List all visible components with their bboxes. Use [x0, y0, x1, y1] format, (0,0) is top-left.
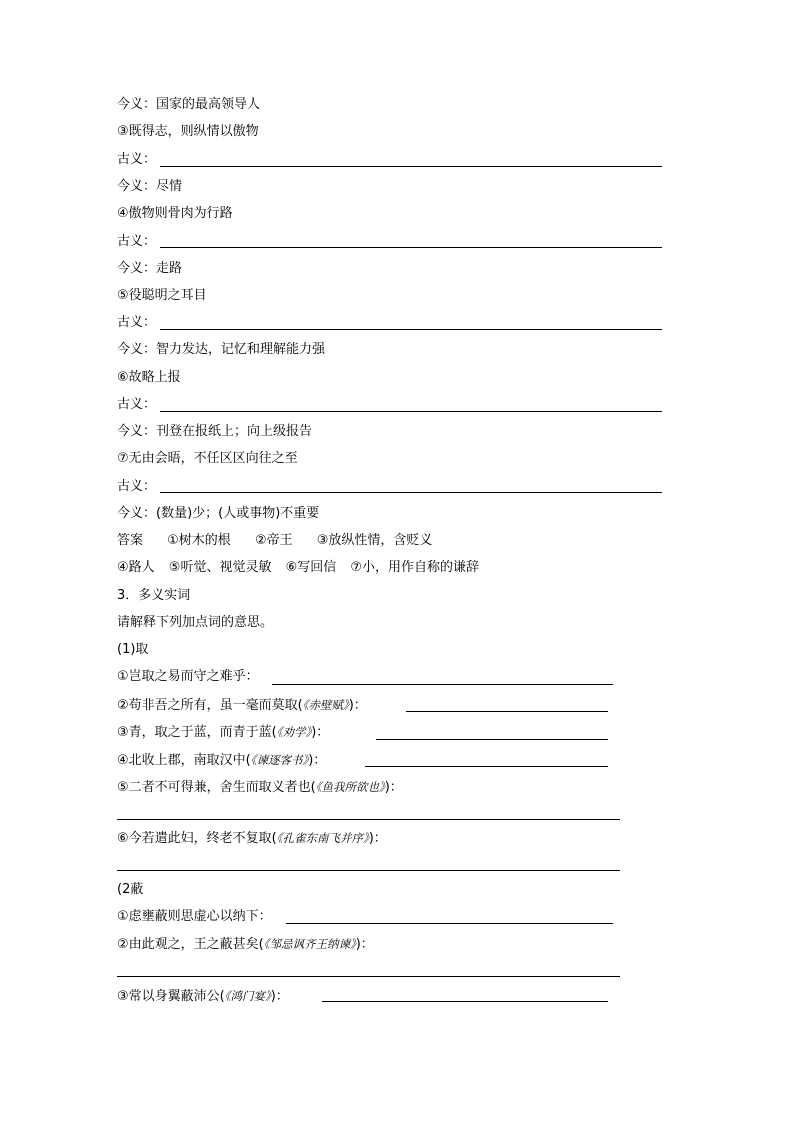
answer-item: ⑦小，用作自称的谦辞	[350, 560, 480, 575]
question-text: ③青，取之于蓝，而青于蓝(	[117, 725, 277, 740]
answer-line-1	[117, 532, 432, 550]
question-text: ③常以身翼蔽沛公(	[117, 989, 225, 1004]
answer-blank[interactable]	[406, 711, 608, 712]
text-line: 今义：刊登在报纸上；向上级报告	[117, 424, 313, 439]
answer-item: ④路人	[117, 560, 155, 575]
answer-blank[interactable]	[272, 684, 613, 685]
answer-blank[interactable]	[117, 819, 620, 820]
answer-item: ③放纵性情，含贬义	[316, 533, 433, 548]
answer-blank[interactable]	[322, 1001, 608, 1002]
question	[117, 778, 403, 797]
question-text: ②苟非吾之所有，虽一毫而莫取(	[117, 698, 303, 713]
question: ①岂取之易而守之难乎：	[117, 669, 259, 684]
source-title: 《鱼我所欲也》	[315, 780, 385, 794]
gu-yi-label: 古义：	[117, 315, 157, 330]
question-text: ④北收上郡，南取汉中(	[117, 753, 251, 768]
question-end: )：	[270, 989, 289, 1004]
answer-item: ①树木的根	[167, 533, 231, 548]
source-title: 《孔雀东南飞并序》	[276, 831, 369, 845]
question	[117, 935, 374, 954]
question-end: )：	[355, 937, 374, 952]
text-line: 今义：走路	[117, 261, 183, 276]
gu-yi-label: 古义：	[117, 397, 157, 412]
gu-yi-label: 古义：	[117, 152, 157, 167]
text-line: 今义：国家的最高领导人	[117, 97, 261, 112]
source-title: 《邹忌讽齐王纳谏》	[263, 937, 356, 951]
question-text: ⑥今若遣此妇，终老不复取(	[117, 831, 277, 846]
source-title: 《谏逐客书》	[250, 753, 309, 767]
answer-item: ②帝王	[254, 533, 293, 548]
answer-blank[interactable]	[160, 411, 662, 412]
answer-blank[interactable]	[365, 766, 608, 767]
answer-line-2	[117, 559, 479, 577]
answer-blank[interactable]	[160, 492, 662, 493]
question-text: ⑤二者不可得兼，舍生而取义者也(	[117, 780, 316, 795]
question	[117, 723, 329, 742]
subheading: (1)取	[117, 642, 149, 657]
answer-label: 答案	[117, 533, 144, 548]
answer-item: ⑤听觉、视觉灵敏	[168, 560, 272, 575]
text-line: ③既得志，则纵情以傲物	[117, 124, 259, 139]
question-text: ②由此观之，王之蔽甚矣(	[117, 937, 264, 952]
answer-blank[interactable]	[117, 976, 620, 977]
text-line: ⑦无由会晤，不任区区向往之至	[117, 451, 298, 466]
question-end: )：	[348, 698, 367, 713]
question	[117, 829, 387, 848]
text-line: 今义：尽情	[117, 179, 183, 194]
question-end: )：	[368, 831, 387, 846]
question-end: )：	[308, 753, 327, 768]
answer-blank[interactable]	[376, 739, 608, 740]
question-end: )：	[384, 780, 403, 795]
gu-yi-label: 古义：	[117, 234, 157, 249]
question: ①虑壅蔽则思虚心以纳下：	[117, 909, 272, 924]
question	[117, 987, 289, 1006]
text-line: ④傲物则骨肉为行路	[117, 206, 233, 221]
answer-blank[interactable]	[160, 329, 662, 330]
text-line: 今义：(数量)少；(人或事物)不重要	[117, 506, 320, 521]
source-title: 《鸿门宴》	[224, 989, 271, 1003]
subheading: (2蔽	[117, 882, 144, 897]
instruction: 请解释下列加点词的意思。	[117, 615, 274, 630]
question	[117, 751, 326, 770]
gu-yi-label: 古义：	[117, 479, 157, 494]
answer-blank[interactable]	[286, 923, 613, 924]
answer-blank[interactable]	[160, 166, 662, 167]
answer-blank[interactable]	[160, 247, 662, 248]
answer-item: ⑥写回信	[285, 560, 337, 575]
section-heading: 3．多义实词	[117, 588, 191, 603]
question-end: )：	[311, 725, 330, 740]
question	[117, 696, 367, 715]
text-line: ⑥故略上报	[117, 370, 181, 385]
source-title: 《赤壁赋》	[302, 698, 349, 712]
source-title: 《劝学》	[276, 725, 312, 739]
text-line: 今义：智力发达，记忆和理解能力强	[117, 342, 326, 357]
answer-blank[interactable]	[117, 870, 620, 871]
text-line: ⑤役聪明之耳目	[117, 288, 207, 303]
